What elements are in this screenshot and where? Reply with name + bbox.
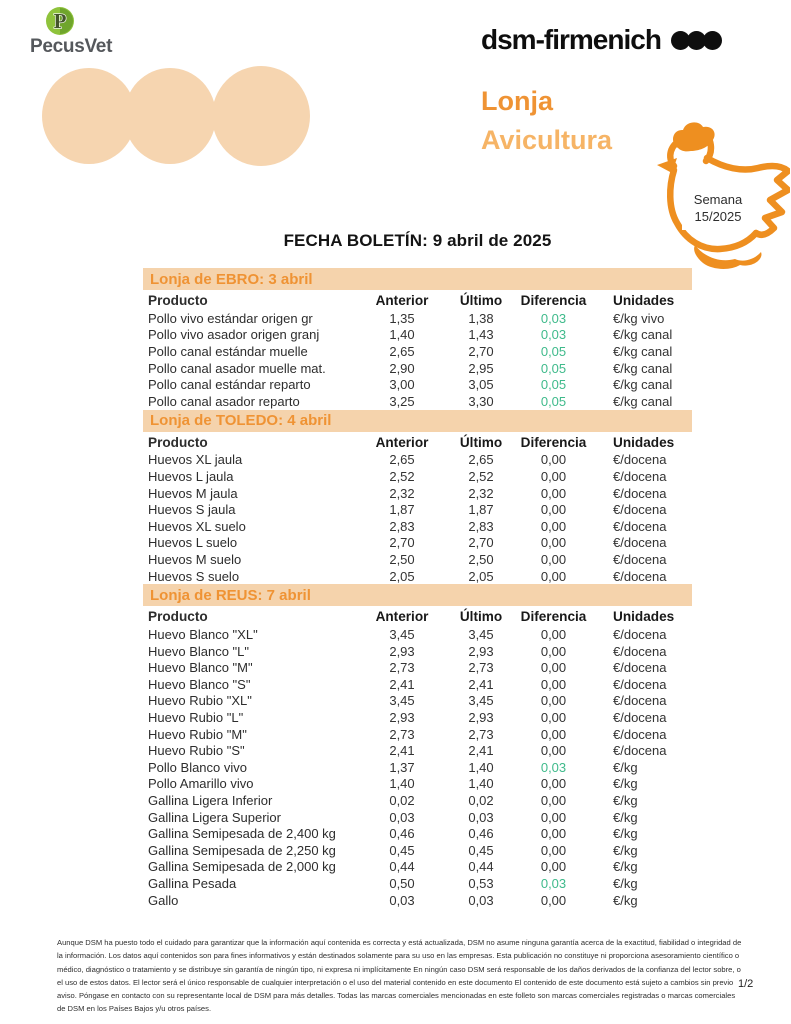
- cell-diferencia: 0,03: [540, 759, 567, 775]
- table-header-row: [143, 291, 692, 310]
- cell-unidades: €/docena: [613, 627, 667, 643]
- decorative-circles: [42, 66, 312, 168]
- table-row: [143, 626, 692, 643]
- cell-unidades: €/docena: [613, 568, 667, 584]
- cell-unidades: €/kg canal: [613, 393, 673, 409]
- cell-producto: Gallina Semipesada de 2,250 kg: [148, 842, 336, 858]
- cell-ultimo: 0,46: [468, 826, 494, 842]
- cell-unidades: €/kg: [613, 809, 638, 825]
- table-row: [143, 643, 692, 660]
- cell-diferencia: 0,00: [540, 776, 567, 792]
- cell-diferencia: 0,00: [540, 743, 567, 759]
- cell-diferencia: 0,00: [540, 452, 567, 468]
- cell-ultimo: 2,52: [468, 468, 494, 484]
- week-badge: [682, 188, 754, 230]
- bulletin-date: FECHA BOLETÍN: 9 abril de 2025: [283, 231, 552, 250]
- cell-ultimo: 0,03: [468, 809, 494, 825]
- cell-unidades: €/docena: [613, 660, 667, 676]
- cell-unidades: €/docena: [613, 726, 667, 742]
- table-row: [143, 676, 692, 693]
- table-row: [143, 859, 692, 876]
- cell-producto: Huevo Rubio "L": [148, 710, 244, 726]
- cell-anterior: 2,50: [389, 551, 415, 567]
- cell-diferencia: 0,00: [540, 710, 567, 726]
- document-title: [481, 82, 612, 160]
- dsm-firmenich-logo: [481, 24, 722, 56]
- cell-diferencia: 0,03: [540, 327, 567, 343]
- section-header: Lonja de REUS: 7 abril: [143, 584, 692, 606]
- cell-anterior: 3,25: [389, 393, 415, 409]
- cell-producto: Gallina Semipesada de 2,000 kg: [148, 859, 336, 875]
- cell-producto: Pollo Blanco vivo: [148, 759, 247, 775]
- cell-anterior: 2,65: [389, 343, 415, 359]
- column-header-ultimo: Último: [459, 293, 503, 308]
- cell-anterior: 2,73: [389, 726, 415, 742]
- table-row: [143, 568, 692, 585]
- cell-unidades: €/kg: [613, 842, 638, 858]
- cell-unidades: €/kg: [613, 859, 638, 875]
- cell-anterior: 1,40: [389, 327, 415, 343]
- column-header-anterior: Anterior: [375, 609, 429, 625]
- cell-ultimo: 2,70: [468, 343, 494, 359]
- cell-ultimo: 2,93: [468, 643, 494, 659]
- cell-unidades: €/kg: [613, 793, 638, 809]
- cell-ultimo: 2,73: [468, 726, 494, 742]
- cell-diferencia: 0,00: [540, 518, 567, 534]
- cell-anterior: 2,32: [389, 485, 415, 501]
- cell-anterior: 3,45: [389, 693, 415, 709]
- cell-producto: Huevo Blanco "S": [148, 676, 251, 692]
- cell-unidades: €/docena: [613, 518, 667, 534]
- cell-ultimo: 2,70: [468, 535, 494, 551]
- column-header-unidades: Unidades: [613, 609, 675, 625]
- cell-ultimo: 2,65: [468, 452, 494, 468]
- cell-diferencia: 0,00: [540, 468, 567, 484]
- hen-illustration: [640, 118, 790, 278]
- cell-unidades: €/kg: [613, 826, 638, 842]
- cell-diferencia: 0,00: [540, 859, 567, 875]
- cell-anterior: 2,41: [389, 676, 415, 692]
- cell-ultimo: 2,93: [468, 710, 494, 726]
- cell-anterior: 0,03: [389, 892, 415, 908]
- section-header: Lonja de EBRO: 3 abril: [143, 268, 692, 290]
- cell-diferencia: 0,05: [540, 343, 567, 359]
- table-row: [143, 693, 692, 710]
- cell-producto: Huevo Blanco "XL": [148, 627, 258, 643]
- week-label: Semana: [693, 192, 743, 208]
- decorative-circle: [212, 66, 310, 166]
- cell-ultimo: 1,87: [468, 502, 494, 518]
- column-header-anterior: Anterior: [375, 434, 429, 450]
- cell-ultimo: 2,41: [468, 676, 494, 692]
- cell-ultimo: 3,05: [468, 377, 494, 393]
- table-row: [143, 825, 692, 842]
- cell-ultimo: 1,40: [468, 776, 494, 792]
- cell-unidades: €/docena: [613, 502, 667, 518]
- cell-anterior: 2,05: [389, 568, 415, 584]
- cell-diferencia: 0,05: [540, 393, 567, 409]
- cell-diferencia: 0,00: [540, 627, 567, 643]
- cell-anterior: 2,90: [389, 360, 415, 376]
- cell-producto: Huevos L jaula: [148, 468, 234, 484]
- cell-unidades: €/kg canal: [613, 360, 673, 376]
- dsm-firmenich-wordmark: dsm-firmenich: [481, 24, 661, 55]
- cell-producto: Gallina Semipesada de 2,400 kg: [148, 826, 336, 842]
- cell-unidades: €/docena: [613, 468, 667, 484]
- cell-unidades: €/kg: [613, 776, 638, 792]
- cell-anterior: 2,41: [389, 743, 415, 759]
- cell-unidades: €/docena: [613, 693, 667, 709]
- cell-diferencia: 0,05: [540, 377, 567, 393]
- svg-text:P: P: [53, 9, 67, 33]
- cell-anterior: 2,83: [389, 518, 415, 534]
- cell-unidades: €/docena: [613, 452, 667, 468]
- column-header-anterior: Anterior: [375, 293, 429, 308]
- cell-diferencia: 0,00: [540, 693, 567, 709]
- table-header-row: [143, 607, 692, 626]
- cell-producto: Pollo canal estándar muelle: [148, 343, 308, 359]
- table-row: [143, 892, 692, 909]
- cell-ultimo: 2,32: [468, 485, 494, 501]
- cell-anterior: 2,65: [389, 452, 415, 468]
- cell-producto: Huevos XL jaula: [148, 452, 243, 468]
- table-row: [143, 393, 692, 410]
- cell-diferencia: 0,00: [540, 842, 567, 858]
- cell-ultimo: 2,73: [468, 660, 494, 676]
- cell-ultimo: 0,02: [468, 793, 494, 809]
- page-number: 1/2: [738, 978, 754, 990]
- cell-producto: Huevos L suelo: [148, 535, 238, 551]
- cell-unidades: €/kg: [613, 892, 638, 908]
- title-avicultura: Avicultura: [481, 125, 613, 156]
- cell-ultimo: 2,50: [468, 551, 494, 567]
- decorative-circle: [124, 68, 216, 164]
- price-tables: [143, 268, 692, 908]
- cell-ultimo: 0,53: [468, 876, 494, 892]
- cell-diferencia: 0,00: [540, 502, 567, 518]
- cell-anterior: 1,40: [389, 776, 415, 792]
- cell-producto: Pollo canal estándar reparto: [148, 377, 311, 393]
- cell-ultimo: 3,30: [468, 393, 494, 409]
- column-header-unidades: Unidades: [613, 293, 675, 308]
- cell-anterior: 2,52: [389, 468, 415, 484]
- cell-unidades: €/docena: [613, 743, 667, 759]
- table-row: [143, 726, 692, 743]
- cell-ultimo: 2,83: [468, 518, 494, 534]
- cell-producto: Huevos M jaula: [148, 485, 238, 501]
- table-row: [143, 660, 692, 677]
- table-row: [143, 709, 692, 726]
- cell-diferencia: 0,05: [540, 360, 567, 376]
- table-row: [143, 310, 692, 327]
- table-row: [143, 792, 692, 809]
- cell-anterior: 0,46: [389, 826, 415, 842]
- table-row: [143, 501, 692, 518]
- cell-anterior: 0,45: [389, 842, 415, 858]
- cell-producto: Gallina Ligera Inferior: [148, 793, 273, 809]
- cell-producto: Huevos S jaula: [148, 502, 236, 518]
- cell-diferencia: 0,00: [540, 643, 567, 659]
- table-row: [143, 776, 692, 793]
- cell-diferencia: 0,00: [540, 551, 567, 567]
- cell-anterior: 1,87: [389, 502, 415, 518]
- table-row: [143, 809, 692, 826]
- column-header-producto: Producto: [148, 609, 208, 625]
- table-row: [143, 468, 692, 485]
- cell-producto: Gallo: [148, 892, 179, 908]
- column-header-ultimo: Último: [459, 609, 503, 625]
- table-row: [143, 452, 692, 469]
- legal-disclaimer: Aunque DSM ha puesto todo el cuidado para garantizar que la información aquí contenida es correcta y está actualizada, DSM no asume ninguna garantía acerca de la exactitud, fiabilidad o integridad de la información. Los datos aquí contenidos son para fines informativos y están destinados solamente para su uso en las empresas. Esta publicación no constituye ni proporciona asesoramiento científico o médico, diagnóstico o tratamiento y se distribuye sin garantía de ningún tipo, ni expresa ni implícitamente En ningún caso DSM será responsable de los daños derivados de la confianza del lector sobre, o el uso de estos datos. El lector será el único responsable de cualquier interpretación o el uso del material contenido en este documento El contenido de este documento está sujeto a cambios sin previo aviso. Póngase en contacto con su representante local de DSM para más detalles. Todas las marcas comerciales mencionadas en este folleto son marcas comerciales registradas o marcas comerciales de DSM en los Países Bajos y/u otros países.: [57, 938, 742, 1014]
- column-header-ultimo: Último: [459, 434, 503, 450]
- cell-anterior: 3,45: [389, 627, 415, 643]
- cell-unidades: €/kg: [613, 759, 638, 775]
- cell-diferencia: 0,00: [540, 535, 567, 551]
- table-row: [143, 343, 692, 360]
- table-row: [143, 360, 692, 377]
- pecusvet-logo-text: PecusVet: [30, 36, 113, 57]
- cell-diferencia: 0,00: [540, 892, 567, 908]
- cell-producto: Huevo Rubio "M": [148, 726, 247, 742]
- cell-producto: Gallina Pesada: [148, 876, 237, 892]
- table-row: [143, 759, 692, 776]
- cell-producto: Pollo Amarillo vivo: [148, 776, 254, 792]
- cell-unidades: €/docena: [613, 535, 667, 551]
- cell-ultimo: 3,45: [468, 627, 494, 643]
- cell-producto: Pollo canal asador reparto: [148, 393, 300, 409]
- cell-producto: Pollo vivo estándar origen gr: [148, 310, 313, 326]
- cell-anterior: 0,44: [389, 859, 415, 875]
- cell-producto: Huevo Rubio "S": [148, 743, 245, 759]
- cell-ultimo: 0,03: [468, 892, 494, 908]
- dsm-dots-icon: [671, 31, 722, 50]
- week-value: 15/2025: [694, 209, 742, 224]
- table-row: [143, 742, 692, 759]
- column-header-producto: Producto: [148, 434, 208, 450]
- cell-anterior: 1,37: [389, 759, 415, 775]
- cell-anterior: 2,93: [389, 643, 415, 659]
- cell-anterior: 1,35: [389, 310, 415, 326]
- cell-producto: Pollo canal asador muelle mat.: [148, 360, 326, 376]
- cell-ultimo: 2,05: [468, 568, 494, 584]
- cell-unidades: €/kg canal: [613, 343, 673, 359]
- cell-diferencia: 0,00: [540, 660, 567, 676]
- decorative-circle: [42, 68, 136, 164]
- column-header-diferencia: Diferencia: [520, 609, 587, 625]
- cell-producto: Gallina Ligera Superior: [148, 809, 281, 825]
- table-header-row: [143, 433, 692, 452]
- cell-producto: Huevo Blanco "M": [148, 660, 253, 676]
- cell-diferencia: 0,03: [540, 310, 567, 326]
- table-row: [143, 485, 692, 502]
- cell-unidades: €/docena: [613, 551, 667, 567]
- cell-anterior: 3,00: [389, 377, 415, 393]
- cell-ultimo: 0,45: [468, 842, 494, 858]
- cell-diferencia: 0,00: [540, 676, 567, 692]
- table-row: [143, 875, 692, 892]
- cell-unidades: €/kg: [613, 876, 638, 892]
- cell-ultimo: 2,95: [468, 360, 494, 376]
- cell-producto: Huevos M suelo: [148, 551, 242, 567]
- cell-ultimo: 1,43: [468, 327, 494, 343]
- cell-diferencia: 0,00: [540, 793, 567, 809]
- cell-unidades: €/docena: [613, 676, 667, 692]
- cell-ultimo: 2,41: [468, 743, 494, 759]
- cell-ultimo: 3,45: [468, 693, 494, 709]
- cell-anterior: 0,03: [389, 809, 415, 825]
- table-row: [143, 327, 692, 344]
- table-row: [143, 535, 692, 552]
- cell-ultimo: 1,38: [468, 310, 494, 326]
- cell-diferencia: 0,00: [540, 568, 567, 584]
- cell-ultimo: 0,44: [468, 859, 494, 875]
- cell-unidades: €/docena: [613, 643, 667, 659]
- cell-anterior: 0,50: [389, 876, 415, 892]
- table-row: [143, 518, 692, 535]
- cell-diferencia: 0,00: [540, 809, 567, 825]
- cell-ultimo: 1,40: [468, 759, 494, 775]
- cell-unidades: €/docena: [613, 710, 667, 726]
- cell-unidades: €/kg canal: [613, 377, 673, 393]
- cell-unidades: €/docena: [613, 485, 667, 501]
- table-row: [143, 842, 692, 859]
- cell-diferencia: 0,03: [540, 876, 567, 892]
- cell-diferencia: 0,00: [540, 485, 567, 501]
- section-header: Lonja de TOLEDO: 4 abril: [143, 410, 692, 432]
- title-lonja: Lonja: [481, 86, 553, 116]
- cell-unidades: €/kg vivo: [613, 310, 665, 326]
- table-row: [143, 551, 692, 568]
- cell-anterior: 2,73: [389, 660, 415, 676]
- cell-producto: Pollo vivo asador origen granj: [148, 327, 320, 343]
- table-row: [143, 376, 692, 393]
- column-header-unidades: Unidades: [613, 434, 675, 450]
- pecusvet-logo-icon: [45, 6, 75, 36]
- cell-anterior: 2,93: [389, 710, 415, 726]
- cell-diferencia: 0,00: [540, 826, 567, 842]
- cell-producto: Huevos S suelo: [148, 568, 240, 584]
- column-header-producto: Producto: [148, 293, 208, 308]
- pecusvet-logo: [30, 6, 150, 58]
- cell-anterior: 0,02: [389, 793, 415, 809]
- cell-producto: Huevos XL suelo: [148, 518, 246, 534]
- column-header-diferencia: Diferencia: [520, 293, 587, 308]
- cell-producto: Huevo Blanco "L": [148, 643, 250, 659]
- cell-diferencia: 0,00: [540, 726, 567, 742]
- cell-anterior: 2,70: [389, 535, 415, 551]
- column-header-diferencia: Diferencia: [520, 434, 587, 450]
- cell-unidades: €/kg canal: [613, 327, 673, 343]
- cell-producto: Huevo Rubio "XL": [148, 693, 252, 709]
